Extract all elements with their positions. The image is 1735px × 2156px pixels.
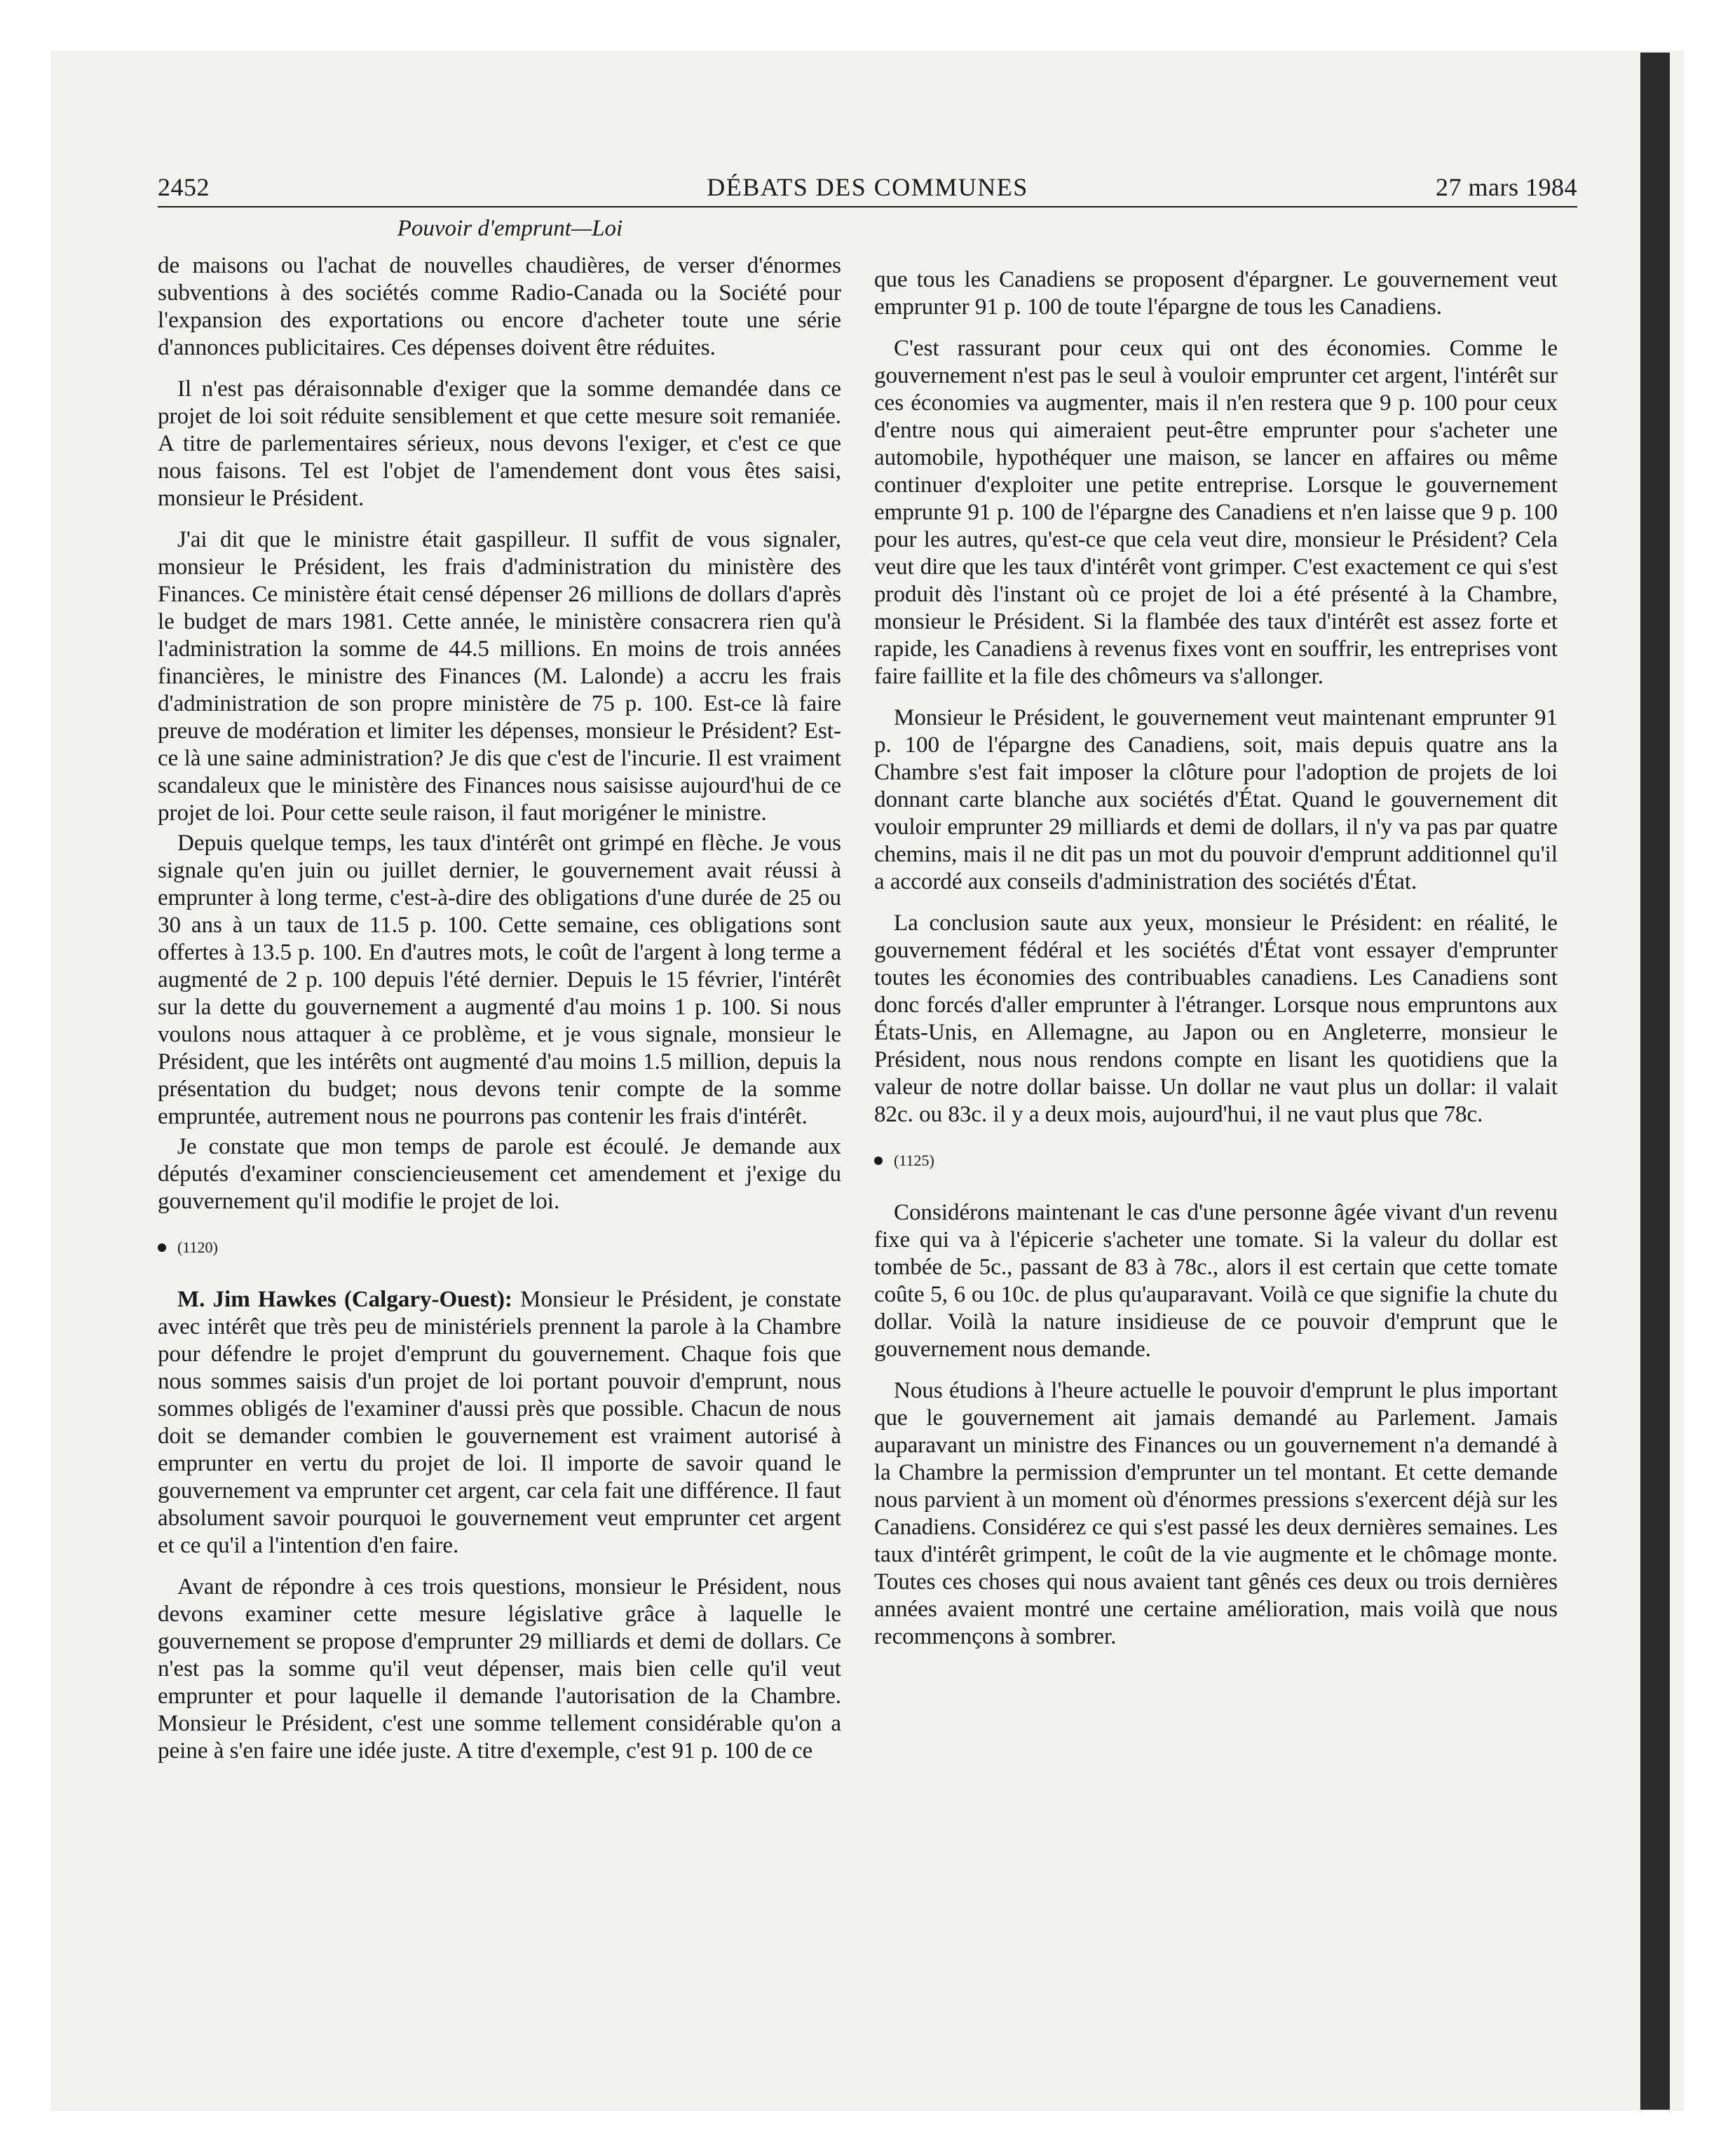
issue-date: 27 mars 1984 xyxy=(1436,173,1577,201)
paragraph: C'est rassurant pour ceux qui ont des économies. Comme le gouvernement n'est pas le seul à vouloir emprunter cet argent, l'intérêt sur ces économies va augmenter, mais il n'en restera que 9 p. 100 pour ceux d'entre nous qui aimeraient peut-être emprunter pour s'acheter une automobile, hypothéquer une maison, se lancer en affaires ou même continuer d'exploiter une petite entreprise. Lorsque le gouvernement emprunte 91 p. 100 de l'épargne des Canadiens et n'en laisse que 9 p. 100 pour les autres, qu'est-ce que cela veut dire, monsieur le Président? Cela veut dire que les taux d'intérêt vont grimper. C'est exactement ce qui s'est produit dès l'instant où ce projet de loi a été présenté à la Chambre, monsieur le Président. Si la flambée des taux d'intérêt est assez forte et rapide, les Canadiens à revenus fixes vont en souffrir, les entreprises vont faire faillite et la file des chômeurs va s'allonger. xyxy=(874,336,1558,689)
bullet-icon xyxy=(874,1157,883,1165)
paragraph: Considérons maintenant le cas d'une personne âgée vivant d'un revenu fixe qui va à l'épicerie s'acheter une tomate. Si la valeur du dollar est tombée de 5c., passant de 83 à 78c., alors il est certain que cette tomate coûte 5, 6 ou 10c. de plus qu'auparavant. Voilà ce que signifie la chute du dollar. Voilà la nature insidieuse de ce pouvoir d'emprunt que le gouvernement nous demande. xyxy=(874,1200,1558,1362)
header-rule xyxy=(158,206,1577,207)
paragraph: de maisons ou l'achat de nouvelles chaudières, de verser d'énormes subventions à des sociétés comme Radio-Canada ou la Société pour l'expansion des exportations ou encore d'acheter toute une série d'annonces publicitaires. Ces dépenses doivent être réduites. xyxy=(158,253,841,360)
paragraph: que tous les Canadiens se proposent d'épargner. Le gouvernement veut emprunter 91 p. 100 de toute l'épargne de tous les Canadiens. xyxy=(874,267,1558,320)
paragraph: J'ai dit que le ministre était gaspilleur. Il suffit de vous signaler, monsieur le Président, les frais d'administration du ministère des Finances. Ce ministère était censé dépenser 26 millions de dollars d'après le budget de mars 1981. Cette année, le ministère consacrera rien qu'à l'administration la somme de 44.5 millions. En moins de trois années financières, le ministre des Finances (M. Lalonde) a accru les frais d'administration de son propre ministère de 75 p. 100. Est-ce là faire preuve de modération et limiter les dépenses, monsieur le Président? Est-ce là une saine administration? Je dis que c'est de l'incurie. Il est vraiment scandaleux que le ministère des Finances nous saisisse aujourd'hui de ce projet de loi. Pour cette seule raison, il faut morigéner le ministre. xyxy=(158,527,841,826)
time-marker-text: (1125) xyxy=(894,1152,934,1169)
paragraph: Nous étudions à l'heure actuelle le pouvoir d'emprunt le plus important que le gouvernement ait jamais demandé au Parlement. Jamais auparavant un ministre des Finances ou un gouvernement n'a demandé à la Chambre la permission d'emprunter un tel montant. Et cette demande nous parvient à un moment où d'énormes pressions s'exercent déjà sur les Canadiens. Considérez ce qui s'est passé les deux dernières semaines. Les taux d'intérêt grimpent, le coût de la vie augmente et le chômage monte. Toutes ces choses qui nous avaient tant gênés ces deux ou trois dernières années avaient montré une certaine amélioration, mais voilà que nous recommençons à sombrer. xyxy=(874,1378,1558,1649)
binding-edge-shadow xyxy=(1640,53,1670,2110)
speech-text: Monsieur le Président, je constate avec intérêt que très peu de ministériels prennent la parole à la Chambre pour défendre le projet d'emprunt du gouvernement. Chaque fois que nous sommes saisis d'un projet de loi portant pouvoir d'emprunt, nous sommes obligés de l'examiner d'aussi près que possible. Chacun de nous doit se demander combien le gouvernement est vraiment autorisé à emprunter en vertu du projet de loi. Il importe de savoir quand le gouvernement va emprunter cet argent, car cela fait une différence. Il faut absolument savoir pourquoi le gouvernement veut emprunter cet argent et ce qu'il a l'intention d'en faire. xyxy=(158,1287,842,1558)
right-column xyxy=(874,266,1558,1665)
page-number: 2452 xyxy=(158,173,210,201)
paragraph: Avant de répondre à ces trois questions, monsieur le Président, nous devons examiner cette mesure législative grâce à laquelle le gouvernement se propose d'emprunter 29 milliards et demi de dollars. Ce n'est pas la somme qu'il veut dépenser, mais bien celle qu'il veut emprunter et pour laquelle il demande l'autorisation de la Chambre. Monsieur le Président, c'est une somme tellement considérable qu'on a peine à s'en faire une idée juste. A titre d'exemple, c'est 91 p. 100 de ce xyxy=(158,1574,841,1763)
time-marker xyxy=(874,1147,1558,1174)
speaker-name: M. Jim Hawkes (Calgary-Ouest): xyxy=(177,1287,512,1312)
paragraph: Monsieur le Président, le gouvernement veut maintenant emprunter 91 p. 100 de l'épargne des Canadiens, soit, mais depuis quatre ans la Chambre s'est fait imposer la clôture pour l'adoption de projets de loi donnant carte blanche aux sociétés d'État. Quand le gouvernement dit vouloir emprunter 29 milliards et demi de dollars, il n'y va pas par quatre chemins, mais il ne dit pas un mot du pouvoir d'emprunt additionnel qu'il a accordé aux conseils d'administration des sociétés d'État. xyxy=(874,705,1558,894)
paragraph: La conclusion saute aux yeux, monsieur le Président: en réalité, le gouvernement fédéral et les sociétés d'État vont essayer d'emprunter toutes les économies des contribuables canadiens. Les Canadiens sont donc forcés d'aller emprunter à l'étranger. Lorsque nous empruntons aux États-Unis, en Allemagne, au Japon ou en Angleterre, monsieur le Président, nous nous rendons compte en lisant les quotidiens que la valeur de notre dollar baisse. Un dollar ne vaut plus un dollar: il valait 82c. ou 83c. il y a deux mois, aujourd'hui, il ne vaut plus que 78c. xyxy=(874,910,1558,1127)
bullet-icon xyxy=(158,1243,166,1252)
speech-paragraph xyxy=(158,1286,841,1560)
time-marker xyxy=(158,1234,841,1261)
paragraph: Il n'est pas déraisonnable d'exiger que la somme demandée dans ce projet de loi soit réduite sensiblement et que cette mesure soit remaniée. A titre de parlementaires sérieux, nous devons l'exiger, et c'est ce que nous faisons. Tel est l'objet de l'amendement dont vous êtes saisi, monsieur le Président. xyxy=(158,376,841,511)
paragraph: Depuis quelque temps, les taux d'intérêt ont grimpé en flèche. Je vous signale qu'en juin ou juillet dernier, le gouvernement avait réussi à emprunter à long terme, c'est-à-dire des obligations d'une durée de 25 ou 30 ans à un taux de 11.5 p. 100. Cette semaine, ces obligations sont offertes à 13.5 p. 100. En d'autres mots, le coût de l'argent à long terme a augmenté de 2 p. 100 depuis l'été dernier. Depuis le 15 février, l'intérêt sur la dette du gouvernement a augmenté d'au moins 1 p. 100. Si nous voulons nous attaquer à ce problème, et je vous signale, monsieur le Président, que les intérêts ont augmenté d'au moins 1.5 million, depuis la présentation du budget; nous devons tenir compte de la somme empruntée, autrement nous ne pourrons pas contenir les frais d'intérêt. xyxy=(158,831,841,1129)
time-marker-text: (1120) xyxy=(177,1239,218,1256)
left-column xyxy=(158,252,841,1779)
journal-title: DÉBATS DES COMMUNES xyxy=(707,173,1028,201)
hansard-page xyxy=(158,161,1577,2068)
running-header xyxy=(158,161,1577,203)
paragraph: Je constate que mon temps de parole est écoulé. Je demande aux députés d'examiner consciencieusement cet amendement et j'exige du gouvernement qu'il modifie le projet de loi. xyxy=(158,1134,841,1214)
subject-heading: Pouvoir d'emprunt—Loi xyxy=(397,216,623,241)
